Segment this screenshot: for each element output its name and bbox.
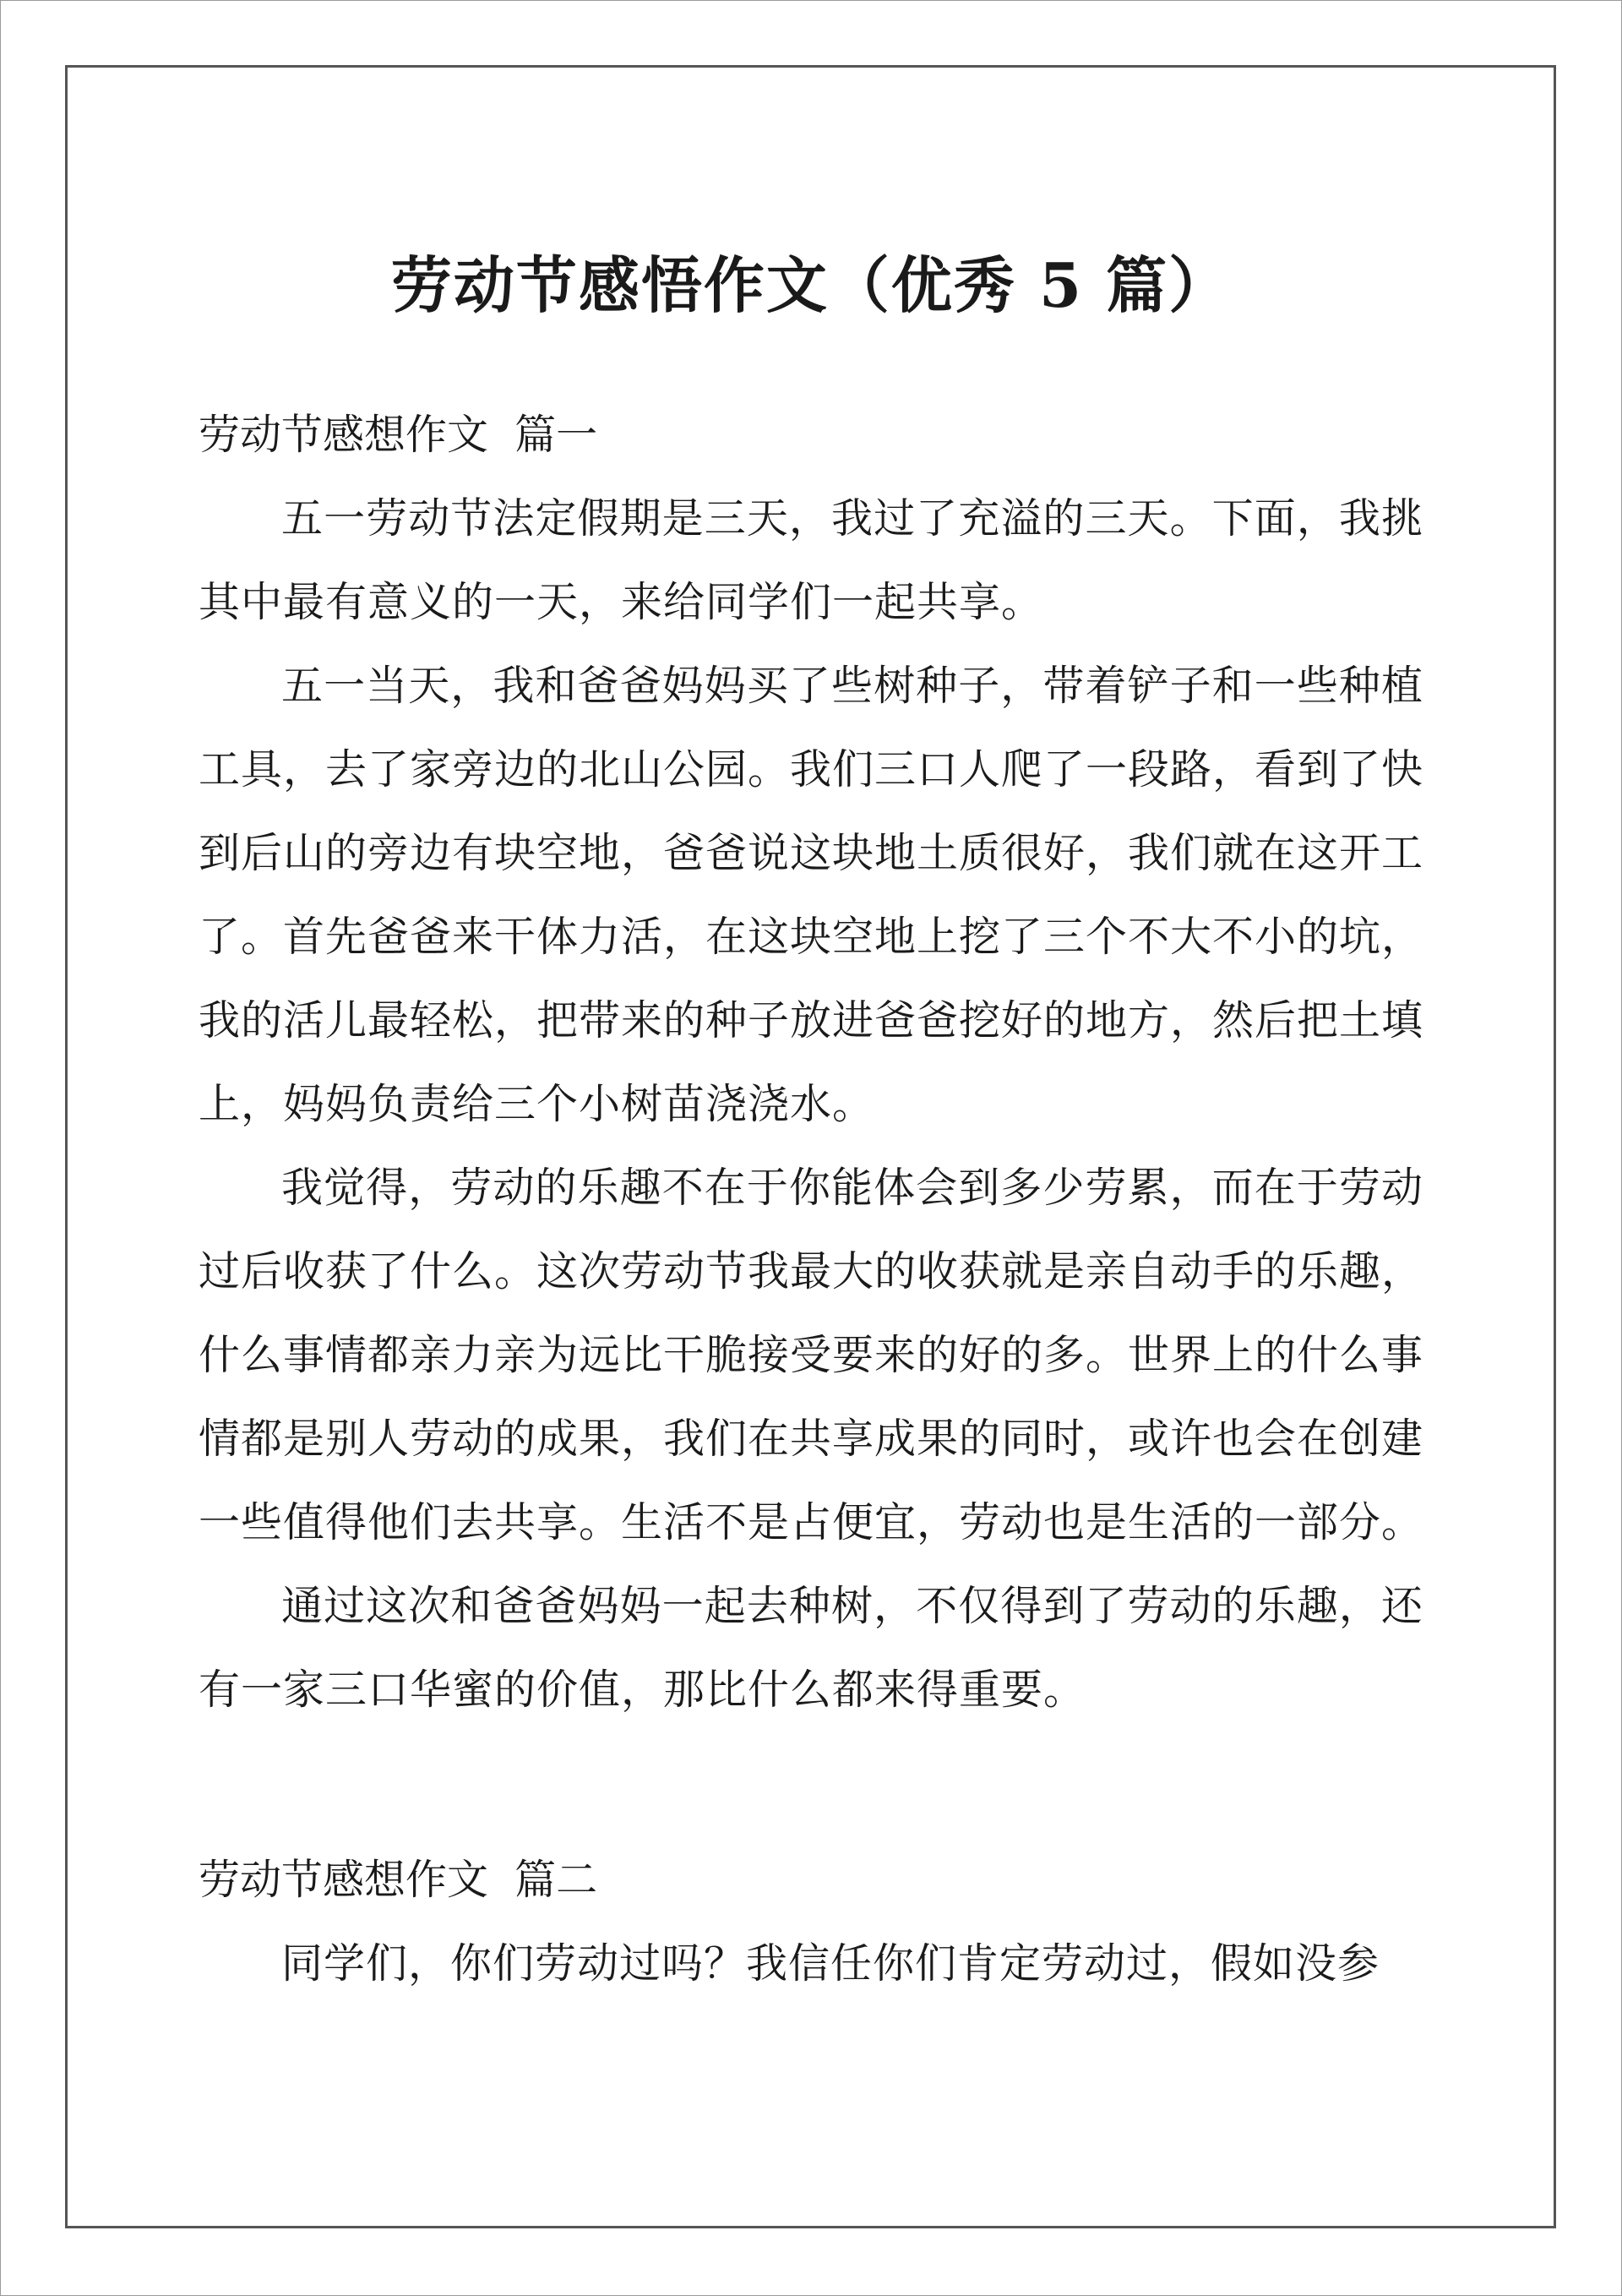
paragraph: 同学们，你们劳动过吗？我信任你们肯定劳动过，假如没参 [281,1939,1380,1988]
section-2-body [199,1922,1423,2005]
section-heading-1: 劳动节感想作文 篇一 [199,411,598,459]
document-title: 劳动节感悟作文（优秀 5 篇） [390,249,1232,321]
section-1-body [199,477,1423,1732]
paragraph: 通过这次和爸爸妈妈一起去种树，不仅得到了劳动的乐趣，还有一家三口华蜜的价值，那比什么都来得重要。 [199,1582,1423,1714]
paragraph: 五一当天，我和爸爸妈妈买了些树种子，带着铲子和一些种植工具，去了家旁边的北山公园。我们三口人爬了一段路，看到了快到后山的旁边有块空地，爸爸说这块地土质很好，我们就在这开工了。首先爸爸来干体力活，在这块空地上挖了三个不大不小的坑，我的活儿最轻松，把带来的种子放进爸爸挖好的地方，然后把土填上，妈妈负责给三个小树苗浇浇水。 [199,662,1424,1128]
section-heading-2: 劳动节感想作文 篇二 [199,1856,598,1904]
paragraph: 五一劳动节法定假期是三天，我过了充溢的三天。下面，我挑其中最有意义的一天，来给同学们一起共享。 [199,494,1423,626]
paragraph: 我觉得，劳动的乐趣不在于你能体会到多少劳累，而在于劳动过后收获了什么。这次劳动节我最大的收获就是亲自动手的乐趣，什么事情都亲力亲为远比干脆接受要来的好的多。世界上的什么事情都是别人劳动的成果，我们在共享成果的同时，或许也会在创建一些值得他们去共享。生活不是占便宜，劳动也是生活的一部分。 [199,1164,1424,1546]
